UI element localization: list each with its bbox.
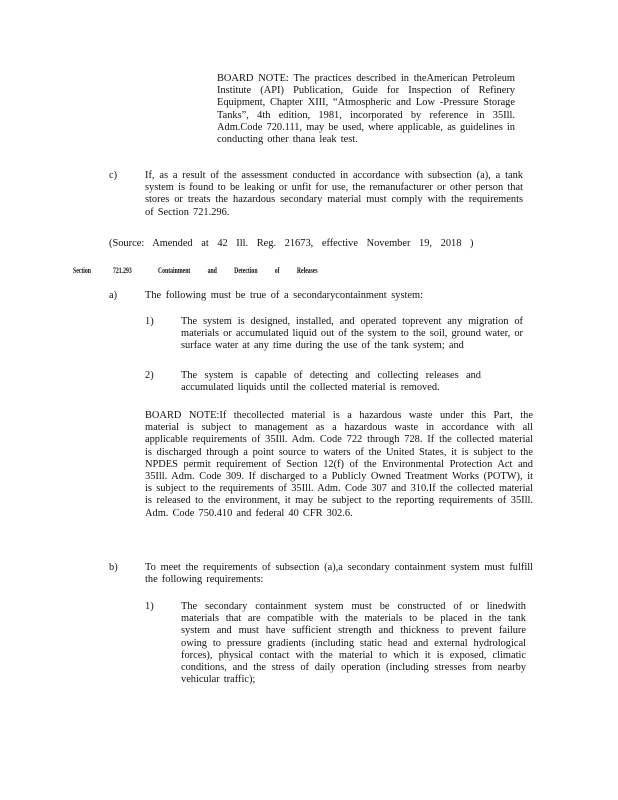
item-b-sub-1-label: 1) <box>145 601 154 612</box>
item-b-sub-1-text: The secondary containment system must be constructed of or linedwith materials that are compatible with the materials to be placed in the tank system and must have sufficient strength and thickness to prevent failure owing to pressure gradients (including static head and external hydrological forces), physical contact with the material to which it is exposed, climatic conditions, and the stress of daily operation (including stresses from nearby vehicular traffic); <box>181 601 526 686</box>
item-a-sub-1-label: 1) <box>145 316 154 327</box>
section-number: 721.293 <box>113 266 132 275</box>
item-a-label: a) <box>109 290 118 301</box>
section-title: Containment and Detection of Releases <box>158 266 318 275</box>
board-note-top: BOARD NOTE: The practices described in theAmerican Petroleum Institute (API) Publication, Guide for Inspection of Refinery Equipment, Chapter XIII, “Atmospheric and Low -Pressure Storage Tanks”, 4th edition, 1981, incorporated by reference in 35Ill. Adm.Code 720.111, may be used, where applicable, as guidelines in conducting other thana leak test. <box>217 73 515 146</box>
item-a-board-note: BOARD NOTE:If thecollected material is a hazardous waste under this Part, the material is subject to management as a hazardous waste in accordance with all applicable requirements of 35Ill. Adm. Code 722 through 728. If the collected material is discharged through a point source to waters of the United States, it is subject to the NPDES permit requirement of Section 12(f) of the Environmental Protection Act and 35Ill. Adm. Code 309. If discharged to a Publicly Owned Treatment Works (POTW), it is subject to the requirements of 35Ill. Adm. Code 307 and 310.If the collected material is released to the environment, it may be subject to the reporting requirements of 35Ill. Adm. Code 750.410 and federal 40 CFR 302.6. <box>145 410 533 519</box>
item-c-label: c) <box>109 170 118 181</box>
item-a-sub-2-text: The system is capable of detecting and collecting releases and accumulated liquids until the collected material is removed. <box>181 370 481 394</box>
source-note: (Source: Amended at 42 Ill. Reg. 21673, effective November 19, 2018 ) <box>109 238 474 249</box>
item-b-text: To meet the requirements of subsection (a),a secondary containment system must fulfill the following requirements: <box>145 562 533 586</box>
item-a-sub-1-text: The system is designed, installed, and operated toprevent any migration of materials or accumulated liquid out of the system to the soil, ground water, or surface water at any time during the use of the tank system; and <box>181 316 523 352</box>
item-b-label: b) <box>109 562 118 573</box>
item-a-sub-2-label: 2) <box>145 370 154 381</box>
item-c-text: If, as a result of the assessment conducted in accordance with subsection (a), a tank system is found to be leaking or unfit for use, the remanufacturer or other person that stores or treats the hazardous secondary material must comply with the requirements of Section 721.296. <box>145 170 523 218</box>
section-word: Section <box>73 266 91 275</box>
item-a-text: The following must be true of a secondarycontainment system: <box>145 290 424 301</box>
